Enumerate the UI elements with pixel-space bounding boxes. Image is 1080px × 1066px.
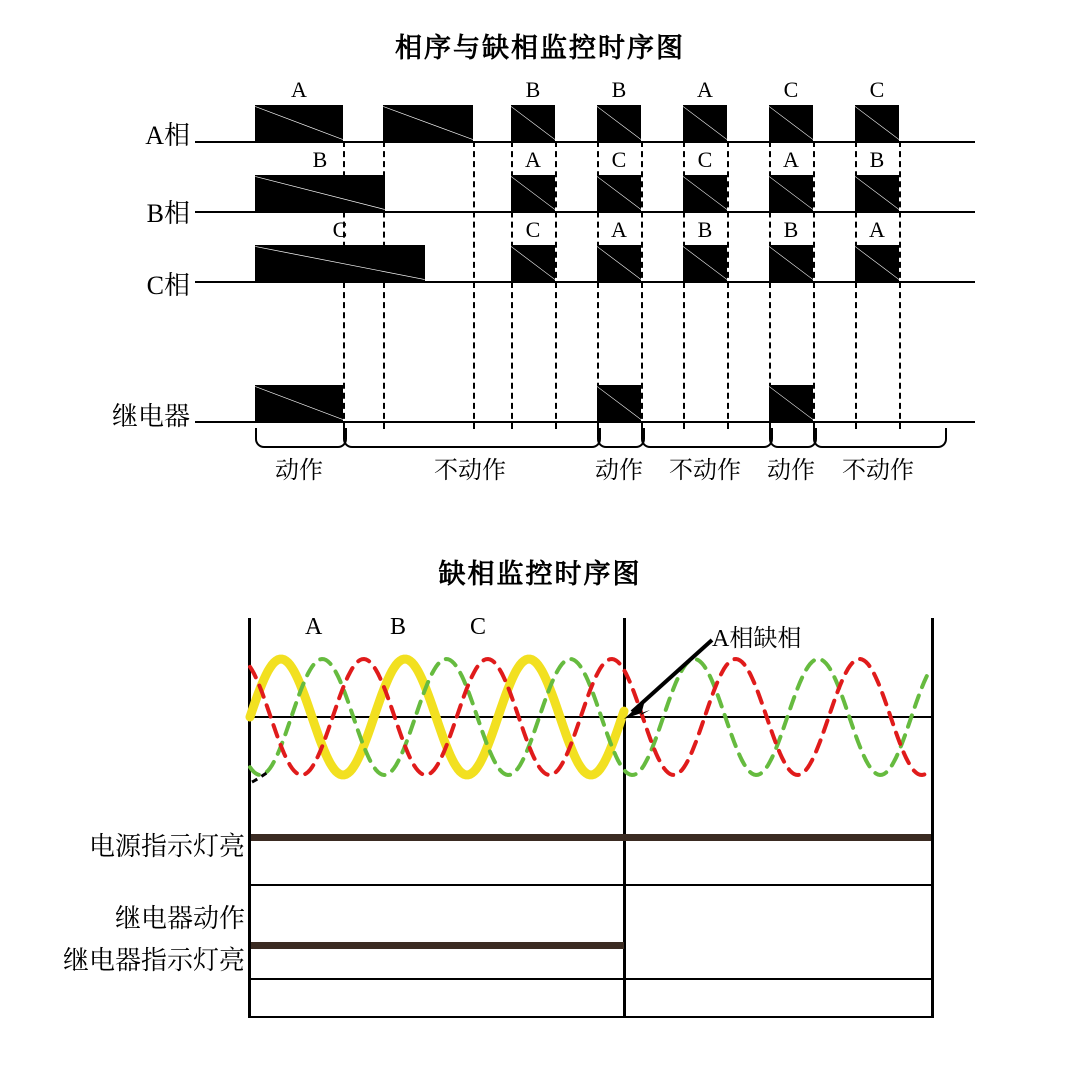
diagram1-title: 相序与缺相监控时序图 [395, 33, 685, 63]
wave-phase-label-c: C [470, 614, 487, 640]
row-label-relay-indicator: 继电器指示灯亮 [62, 946, 245, 975]
brace-label: 动作 [275, 458, 323, 484]
pulse-label-phase-b: A [783, 147, 799, 172]
pulse-label-phase-a: A [291, 77, 307, 102]
wave-phase-label-a: A [305, 614, 323, 640]
row-label-phase-b: B相 [146, 199, 190, 228]
pulse-label-phase-a: C [869, 77, 885, 102]
wave-phase-b [250, 659, 930, 775]
pulse-label-phase-c: C [332, 217, 348, 242]
relay-indicator-bar [251, 942, 624, 949]
pulse-label-phase-c: A [869, 217, 885, 242]
pulse-label-phase-c: C [525, 217, 541, 242]
pulse-label-phase-c: B [783, 217, 799, 242]
pulse-label-phase-b: B [312, 147, 328, 172]
pulse-label-phase-b: C [697, 147, 713, 172]
pulse-label-phase-a: B [525, 77, 541, 102]
row-label-relay-action: 继电器动作 [114, 904, 245, 933]
row-label-phase-a: A相 [145, 121, 190, 150]
pulse-label-phase-c: A [611, 217, 627, 242]
pulse-label-phase-c: B [697, 217, 713, 242]
pulse-label-phase-b: B [869, 147, 885, 172]
brace-label: 动作 [595, 458, 643, 484]
fault-annotation: A相缺相 [712, 626, 802, 652]
pulse-label-phase-b: A [525, 147, 541, 172]
pulse-label-phase-a: B [611, 77, 627, 102]
brace-label: 动作 [767, 458, 815, 484]
brace-label: 不动作 [434, 458, 506, 484]
brace-label: 不动作 [842, 458, 914, 484]
pulse-label-phase-b: C [611, 147, 627, 172]
pulse-label-phase-a: A [697, 77, 713, 102]
row-label-relay: 继电器 [111, 402, 190, 431]
diagram2-title: 缺相监控时序图 [438, 559, 642, 589]
wave-phase-label-b: B [390, 614, 407, 640]
pulse-label-phase-a: C [783, 77, 799, 102]
power-indicator-bar [251, 834, 931, 841]
row-label-phase-c: C相 [146, 271, 190, 300]
row-label-power-indicator: 电源指示灯亮 [88, 832, 245, 861]
brace-label: 不动作 [669, 458, 741, 484]
